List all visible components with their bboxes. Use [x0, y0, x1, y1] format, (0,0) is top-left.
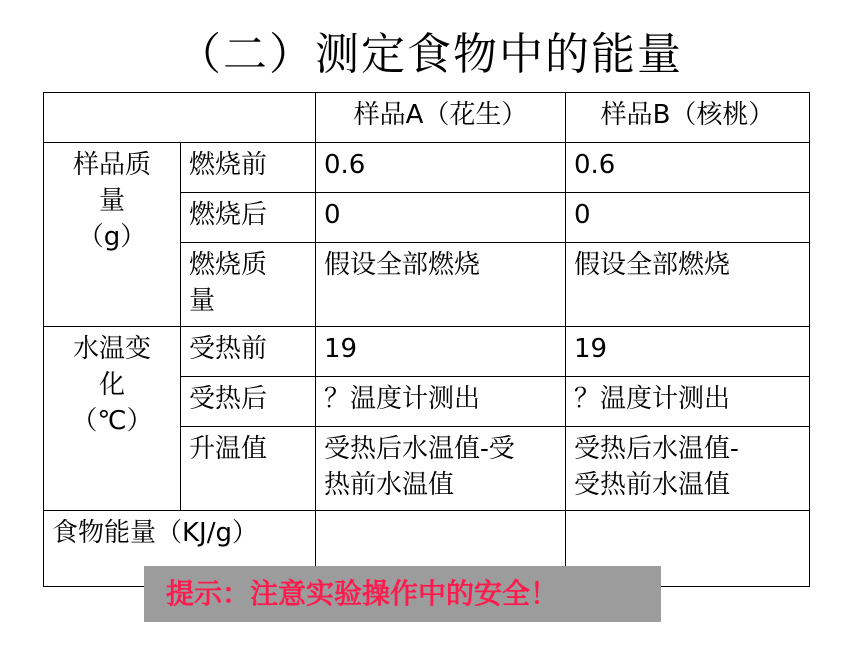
row-label: [181, 243, 316, 327]
temp-group-line1: 水温变: [72, 334, 151, 364]
header-empty-cell: [44, 93, 316, 143]
temp-group-label: [44, 327, 181, 511]
mass-group-label: [44, 143, 181, 327]
row-label-line1: 燃烧质: [189, 250, 268, 280]
temp-group-line2: 化: [98, 370, 125, 400]
row-label-line2: 量: [189, 286, 216, 316]
cell-b-line1: 受热后水温值-: [574, 434, 739, 464]
energy-table-container: [43, 92, 809, 595]
mass-group-line3: （g）: [77, 222, 147, 252]
row-label: 受热后: [181, 377, 316, 427]
row-label: 燃烧后: [181, 193, 316, 243]
temp-group-line3: （℃）: [71, 406, 153, 436]
cell-b: 假设全部燃烧: [566, 243, 810, 327]
energy-table: [43, 92, 810, 587]
cell-a: ？温度计测出: [316, 377, 566, 427]
table-header-row: [44, 93, 810, 143]
row-label: 燃烧前: [181, 143, 316, 193]
row-label: 受热前: [181, 327, 316, 377]
cell-a-line2: 热前水温值: [324, 470, 455, 500]
energy-label: 食物能量（KJ/g）: [44, 511, 316, 587]
cell-b: 0: [566, 193, 810, 243]
cell-a: [316, 427, 566, 511]
cell-a-line1: 受热后水温值-受: [324, 434, 515, 464]
table-row: [44, 327, 810, 377]
cell-a: 0.6: [316, 143, 566, 193]
mass-group-line1: 样品质: [72, 150, 151, 180]
cell-b: [566, 427, 810, 511]
cell-b: ？温度计测出: [566, 377, 810, 427]
cell-b-line2: 受热前水温值: [574, 470, 731, 500]
header-sample-a: 样品A（花生）: [316, 93, 566, 143]
cell-b: 0.6: [566, 143, 810, 193]
row-label: 升温值: [181, 427, 316, 511]
cell-a: 0: [316, 193, 566, 243]
safety-hint-banner: 提示：注意实验操作中的安全！: [144, 566, 661, 622]
cell-a: 假设全部燃烧: [316, 243, 566, 327]
cell-a: 19: [316, 327, 566, 377]
table-row: [44, 143, 810, 193]
mass-group-line2: 量: [98, 186, 125, 216]
header-sample-b: 样品B（核桃）: [566, 93, 810, 143]
cell-b: 19: [566, 327, 810, 377]
page-title: （二）测定食物中的能量: [177, 29, 683, 80]
